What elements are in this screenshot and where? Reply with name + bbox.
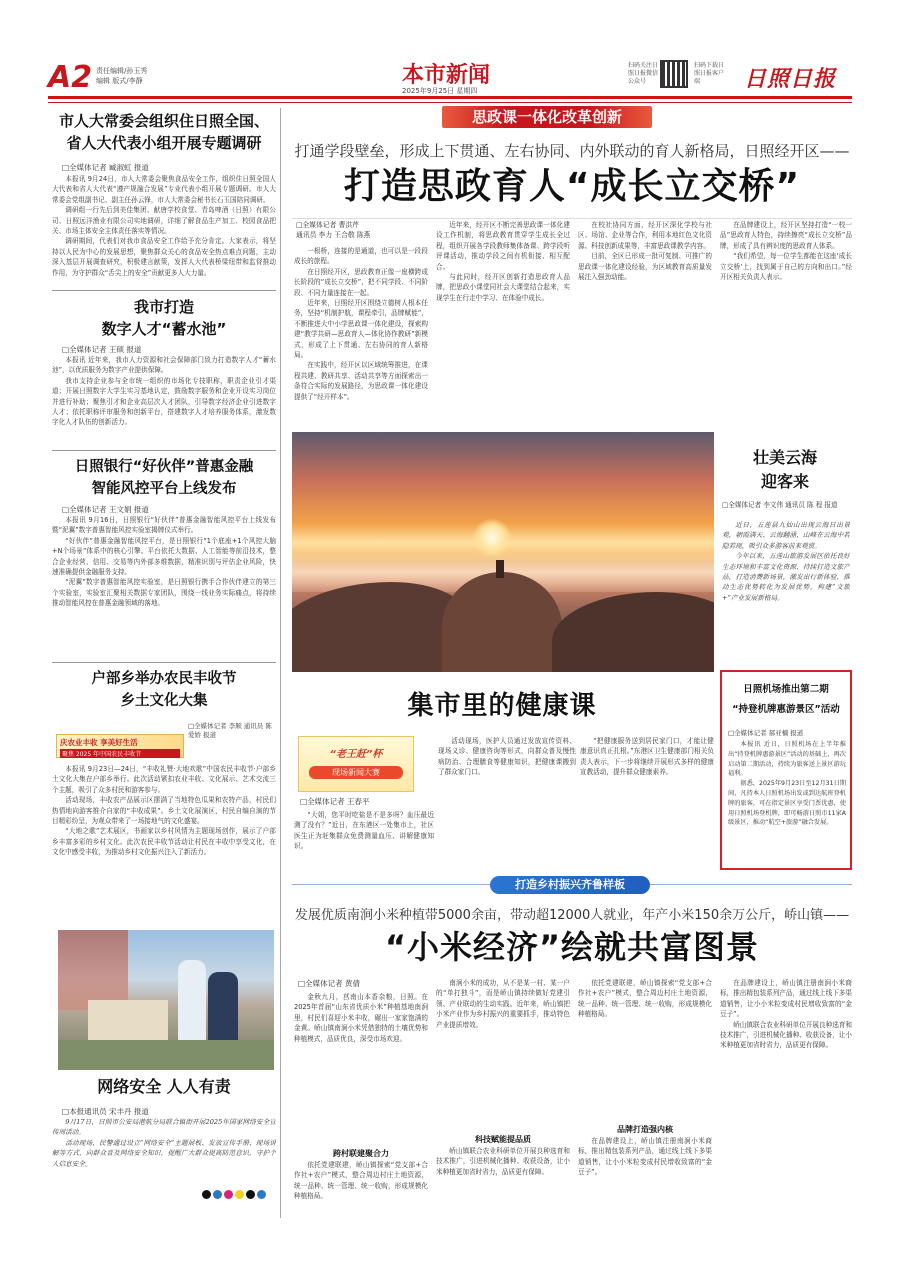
byline-airport: □全媒体记者 郝亚楠 报道 — [728, 729, 804, 737]
festival-inset-banner — [56, 734, 184, 758]
headline-npc-survey: 市人大常委会组织住日照全国、省人大代表小组开展专题调研 — [58, 112, 269, 152]
headline-health-class: 集市里的健康课 — [407, 691, 597, 721]
ideology-col-1: 一根桥，连接的是通道，也可以是一段段成长的旅程。 在日照经开区，思政教育正像一座横跨成长阶段的“成长立交桥”，把不同学段、不同阶段、不同力量连接在一起。 近年来，日照经开区围绕立德树人根本任务，坚持“机制护航，课程牵引，品牌赋能”，不断推进大中小学思政课一体化建设，探索构建“教学共研—思政育人—体化协作教研”新模式，形成了上下贯通、左右协同的育人新格局。 在实践中，经开区以区域统筹推进，在课程共建、教研共享、活动共享等方面探索出一条符合实际的发展路径，为思政课一体化建设提供了“经开样本”。 — [294, 247, 428, 401]
issue-date: 2025年9月25日 星期四 — [402, 87, 478, 95]
story-divider — [52, 450, 276, 451]
byline-cyber: □本报通讯员 宋丰丹 报道 — [62, 1107, 149, 1116]
millet-col-3b: 在品牌建设上，峤山镇注册南涧小米商标，推出精包装系列产品，通过线上线下多渠道销售，让小小米粒变成村民增收致富的“金豆子”。 — [578, 1137, 712, 1177]
feature-kicker-ideology: 打通学段壁垒，形成上下贯通、左右协同、内外联动的育人新格局，日照经开区—— — [294, 142, 850, 160]
story-divider — [52, 290, 276, 291]
feature-kicker-rural: 发展优质南涧小米种植带5000余亩，带动超12000人就业，年产小米150余万公斤，峤山镇—— — [294, 908, 850, 923]
headline-airport: 日照机场推出第二期 “持登机牌惠游景区”活动 — [732, 684, 840, 715]
health-col-1: “大姐，您平时吃盐是不是多呀？血压最近测了没有？”近日，在东港区一处集市上，社区医生正为赶集群众免费测量血压、讲解健康知识。 — [294, 811, 434, 851]
byline-npc: □全媒体记者 臧淑虹 报道 — [62, 163, 149, 172]
byline-health: □全媒体记者 王春平 — [300, 797, 370, 806]
festival-inset-title: 庆农业丰收 享美好生活 — [60, 738, 138, 747]
contest-badge-subtitle: 现场新闻大赛 — [309, 766, 403, 779]
millet-subhead-3: 品牌打造强内核 — [617, 1125, 673, 1134]
headline-harvest-festival: 户部乡举办农民丰收节 乡土文化大集 — [91, 671, 237, 709]
byline-millet: □全媒体记者 黄倩 — [298, 979, 360, 988]
health-col-3: “把健康服务送到居民家门口，才能让健康意识真正扎根。”东港区卫生健康部门相关负责人表示，下一步将继续开展形式多样的健康宣教活动，提升群众健康素养。 — [580, 737, 714, 777]
editor-line: 责任编辑/孙玉秀 — [96, 67, 148, 75]
layout-line: 编辑 版式/李静 — [96, 77, 143, 85]
qr-caption-2: 扫码下载日照日报客户端 — [694, 62, 725, 85]
headline-digital-talent: 我市打造 数字人才“蓄水池” — [101, 298, 227, 338]
header-rule-thin — [48, 102, 852, 103]
column-divider — [280, 108, 281, 1218]
millet-col-3: 依托党建联建，峤山镇探索“党支部+合作社+农户”模式，整合周边村庄土地资源，统一品种、统一管理、统一收购，形成规模化种植格局。 — [578, 979, 712, 1019]
feature-banner-ideology: 思政课一体化改革创新 — [442, 106, 652, 128]
headline-cyber-security: 网络安全 人人有责 — [97, 1077, 231, 1096]
health-col-2: 活动现场，医护人员通过发放宣传资料、现场义诊、健康咨询等形式，向群众普及慢性病防治、合理膳食等健康知识，把健康课搬到了群众家门口。 — [438, 737, 576, 777]
millet-subhead-1: 跨村联建聚合力 — [333, 1149, 389, 1158]
byline-ideology: □全媒体记者 曹洪芹 通讯员 李力 王合敬 陈燕 — [296, 221, 371, 239]
headline-cloud-sea: 壮美云海 迎客来 — [752, 448, 817, 491]
news-contest-badge — [298, 736, 414, 792]
article-body-npc: 本报讯 9月24日，市人大常委会聚焦食品安全工作，组织住日照全国人大代表和省人大代表“遵产规融合发展”专业代表小组开展专题调研。市人大常委会党组副书记、副主任孙云锋，市人大常委会秘书长石玉国陪同调研。 调研组一行先后到美佳集团、献唐学校食堂、青岛啤酒（日照）有限公司、日照远洋渔业有限公司实地调研，详细了解食品生产加工、校园食品把关、市场主体安全主体责任落实等情况。 调研期间，代表们对我市食品安全工作给予充分肯定。大家表示，将坚持以人民为中心的发展思想，聚焦群众关心的食品安全热点难点问题，主动深入基层开展调查研究，积极建言献策，发挥人大代表桥梁纽带和监督推动作用，为守护群众“舌尖上的安全”贡献更多人大力量。 — [52, 175, 276, 277]
section-title: 本市新闻 — [402, 63, 491, 88]
page-number: A2 — [48, 60, 93, 95]
sea-of-clouds-photo — [292, 432, 714, 672]
page-meta — [96, 66, 147, 86]
millet-col-4: 在品牌建设上，峤山镇注册南涧小米商标，推出精包装系列产品，通过线上线下多渠道销售，让小小米粒变成村民增收致富的“金豆子”。 峤山镇联合农业科研单位开展良种选育和技术推广，引进机械化播种、收获设备，让小米种植更加省时省力，品质更有保障。 — [720, 979, 852, 1050]
byline-cloud-sea: □全媒体记者 李文伟 通讯员 陈 程 报道 — [722, 501, 838, 509]
registration-marks — [202, 1184, 268, 1203]
millet-col-2: 南涧小米的成功，从不是某一村、某一户的“单打独斗”，而是峤山镇持续做好党建引领、产业联动的生动实践。近年来，峤山镇把小米产业作为乡村振兴的重要抓手，推动特色产业提质增效。 — [436, 979, 570, 1029]
ideology-col-4: 在品牌建设上，经开区坚持打造“一校一品”思政育人特色，持续擦亮“成长立交桥”品牌，形成了具有辨识度的思政育人体系。 “我们希望，每一位学生都能在这座‘成长立交桥’上，找到属于自己的方向和出口。”经开区相关负责人表示。 — [720, 221, 852, 282]
millet-col-1b: 依托党建联建，峤山镇探索“党支部+合作社+农户”模式，整合周边村庄土地资源，统一品种、统一管理、统一收购，形成规模化种植格局。 — [294, 1161, 428, 1201]
feature-headline-ideology: 打造思政育人“成长立交桥” — [343, 166, 801, 207]
ideology-col-3: 在校社协同方面，经开区深化学校与社区、场馆、企业等合作，利用本地红色文化资源、科技创新成果等，丰富思政课教学内容。 目前，全区已形成一批可复制、可推广的思政课一体化建设经验，为区域教育高质量发展注入强劲动能。 — [578, 221, 712, 282]
feature-banner-rural: 打造乡村振兴齐鲁样板 — [490, 876, 650, 894]
byline-digital: □全媒体记者 王硕 报道 — [62, 345, 142, 354]
headline-bank-platform: 日照银行“好伙伴”普惠金融 智能风控平台上线发布 — [74, 459, 254, 497]
byline-harvest: □全媒体记者 李顺 通讯员 陈爱娇 报道 — [188, 722, 272, 739]
header-rule — [48, 96, 852, 99]
story-divider — [52, 662, 276, 663]
article-body-airport: 本报讯 近日，日照机场在上半年推出“持登机牌惠游景区”活动的基础上，再次启动第二期活动，持续为旅客送上景区游玩福利。 据悉，2025年9月23日至12月31日期间，凡持本人日照机场出发或到达航班登机牌的旅客，可在指定景区享受门票优惠，使用日照机场登机牌，即可畅游日照市11家A级景区，推动“航空+旅游”融合发展。 — [728, 741, 846, 827]
article-body-bank: 本报讯 9月16日，日照银行“好伙伴”普惠金融智能风控平台上线发布暨“泥翼”数字普惠智能风控实验室揭牌仪式举行。 “好伙伴”普惠金融智能风控平台，是日照银行“1个底座+1个风控大脑+N个场景”体系中的核心引擎。平台依托大数据、人工智能等前沿技术，整合企业经营、信用、交易等内外部多维数据，精准识别与评估企业风险，快速准确提供金融服务支持。 “泥翼”数字普惠智能风控实验室，是日照银行携手合作伙伴建立的第三个实验室，实验室汇聚相关数据专家团队，围绕一线业务实际痛点，将持续推动智能风控在普惠金融领域的落地。 — [52, 516, 276, 608]
article-body-cyber: 9月17日，日照市公安局港航分局联合镇街开展2025年国家网络安全宣传周活动。 活动现场，民警通过设立“网络安全”主题展板、发放宣传手册、现场讲解等方式，向群众普及网络安全知识，提醒广大群众提高防范意识，守护个人信息安全。 — [52, 1118, 276, 1168]
millet-subhead-2: 科技赋能提品质 — [475, 1135, 531, 1144]
millet-col-1: 金秋九月，莒南山本香杂粮，日照。在2025年首届“山东省优质小米”种植基地南涧里，村民们喜迎小米丰收，碾出一家家饱满的金黄。峤山镇南涧小米凭借独特的土壤优势和种植模式，品质优良，深受市场欢迎。 — [294, 993, 428, 1043]
qr-code-icon[interactable] — [660, 60, 688, 88]
police-photo — [58, 930, 274, 1070]
feature-headline-millet: “小米经济”绘就共富图景 — [384, 928, 760, 966]
festival-inset-subtitle: 聚焦 2025 年中国农民丰收节 — [60, 749, 180, 758]
ideology-col-2: 近年来，经开区不断完善思政课一体化建设工作机制，将思政教育贯穿学生成长全过程，组织开展各学段教师集体备课、跨学段听评课活动，推动学段之间有机衔接、相互配合。 与此同时，经开区创新打造思政育人品牌，把思政小课堂同社会大课堂结合起来，实现学生在行走中学习、在体验中成长。 — [436, 221, 570, 302]
article-body-harvest: 本报讯 9月23日—24日，“丰收礼赞·大地欢歌”中国农民丰收节·户部乡土文化大集在户部乡举行。此次活动紧扣农业丰收、文化展示、艺术交流三个主题，吸引了众多村民和游客参与。 活动现场，丰收农产品展示区摆满了当地特色瓜果和农特产品，村民们热情地向游客推介自家的“丰收成果”。乡土文化展演区，村民自编自演的节目精彩纷呈，为观众带来了一场接地气的文化盛宴。 “大地之歌”艺术展区，书画家以乡村风情为主题现场创作，展示了户部乡丰富多彩的乡村文化。此次农民丰收节活动让村民在丰收中享受文化，在文化中感受丰收，为推动乡村文化振兴注入了新活力。 — [52, 765, 276, 857]
millet-col-2b: 峤山镇联合农业科研单位开展良种选育和技术推广，引进机械化播种、收获设备，让小米种植更加省时省力，品质更有保障。 — [436, 1147, 570, 1176]
qr-caption-1: 扫码关注日照日报微信公众号 — [628, 62, 659, 85]
contest-badge-title: “老王赶”杯 — [329, 749, 383, 760]
newspaper-logo: 日照日报 — [744, 66, 837, 92]
article-body-digital: 本报讯 近年来，我市人力资源和社会保障部门致力打造数字人才“蓄水池”，以优质服务为数字产业提供保障。 我市支持企业参与全市统一组织的市场化专技职称，职责企业引才渠道；开展日照数字大学生实习基地认定，鼓励数字服务和企业开设实习岗位并进行补助；聚焦引才和企业高层次人才团队，引导数字经济企业引进数字人才；依托职称评审服务和创新平台，搭建数字人才培养服务体系，激发数字化人才队伍的创新活力。 — [52, 356, 276, 427]
byline-bank: □全媒体记者 王文娟 报道 — [62, 505, 149, 514]
article-body-cloud-sea: 近日，五莲县九仙山出现云海日出景观，朝霞满天、云海翻涌，山峰在云海中若隐若现，吸引众多游客前来观赏。 今年以来，五莲山旅游发展区依托良好生态环境和丰富文化资源，持续打造文旅产品，打造消费新场景，激发出行新体验，推动生态优势转化为发展优势，构建“文旅+”产业发展新格局。 — [722, 521, 850, 602]
